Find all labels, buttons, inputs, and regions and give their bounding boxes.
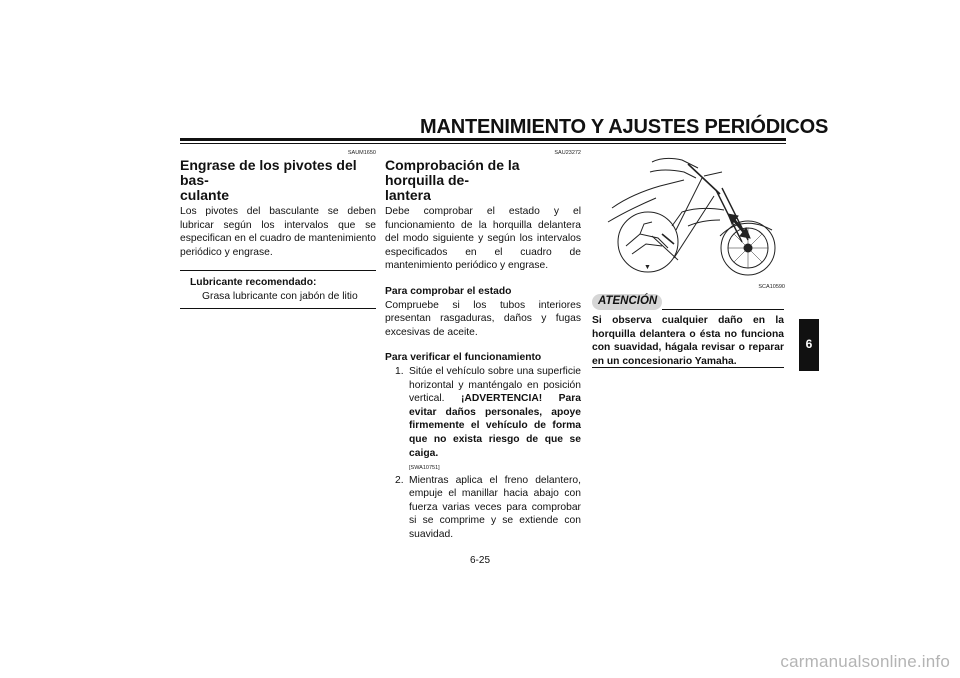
section-body: Los pivotes del basculante se deben lubricar según los intervalos que se especifican en el cuadro de mantenimiento periódico y engrase.: [180, 206, 376, 258]
brake-lever-marker: ▼: [644, 264, 651, 271]
step-number: 2.: [395, 474, 404, 486]
figure-code: SCA10590: [758, 284, 785, 290]
lubricant-value: Grasa lubricante con jabón de litio: [202, 290, 358, 302]
header-rule-thick: [180, 138, 786, 141]
page-title: MANTENIMIENTO Y AJUSTES PERIÓDICOS: [420, 116, 829, 138]
heading-line-2: lantera: [385, 187, 431, 203]
step-warning: ¡ADVERTENCIA! Para evitar daños personales, apoye firmemente el vehículo de forma que no exista riesgo de que se caiga.: [409, 393, 581, 459]
step-instruction: Mientras aplica el freno delantero, empuje el manillar hacia abajo con fuerza varias veces para comprobar si se comprime y se extiende con suavidad.: [409, 474, 581, 541]
function-subheading: Para verificar el funcionamiento: [385, 352, 542, 364]
section-heading: [180, 158, 376, 203]
step-instruction: Sitúe el vehículo sobre una superficie horizontal y manténgalo en posición vertical.: [409, 365, 581, 405]
header-rule-thin: [180, 143, 786, 144]
watermark: carmanualsonline.info: [780, 652, 950, 671]
check-subheading: Para comprobar el estado: [385, 285, 512, 297]
step-text: [409, 365, 581, 474]
caution-bottom-rule: [592, 367, 784, 368]
section-heading: [385, 158, 581, 203]
lubricant-title: Lubricante recomendado:: [190, 277, 317, 289]
middle-column: [385, 150, 581, 542]
lubricant-bottom-rule: [180, 308, 376, 309]
step-item: [385, 474, 581, 542]
section-code: SAU23272: [554, 150, 581, 156]
check-text: Compruebe si los tubos interiores presentan rasgaduras, daños y fugas excesivas de aceite.: [385, 299, 581, 338]
heading-line-1: Comprobación de la horquilla de-: [385, 157, 520, 188]
warning-code: [SWA10751]: [409, 465, 440, 472]
caution-label: ATENCIÓN: [598, 295, 658, 307]
step-number: 1.: [395, 365, 404, 377]
section-code: SAUM1650: [347, 150, 376, 156]
heading-line-2: culante: [180, 187, 230, 203]
left-column: [180, 150, 376, 309]
lubricant-top-rule: [180, 270, 376, 271]
heading-line-1: Engrase de los pivotes del bas-: [180, 157, 357, 188]
section-intro: Debe comprobar el estado y el funcionamiento de la horquilla delantera del modo siguiente y según los intervalos especificados en el cuadro de mantenimiento periódico y engrase.: [385, 206, 581, 272]
page-number: 6-25: [469, 555, 490, 566]
step-item: [385, 365, 581, 474]
caution-rule: [662, 309, 784, 310]
chapter-number: 6: [805, 337, 813, 351]
caution-text: Si observa cualquier daño en la horquilla delantera o ésta no funciona con suavidad, hágala revisar o reparar en un concesionario Yamaha.: [592, 315, 784, 367]
front-fork-illustration: [592, 150, 788, 280]
